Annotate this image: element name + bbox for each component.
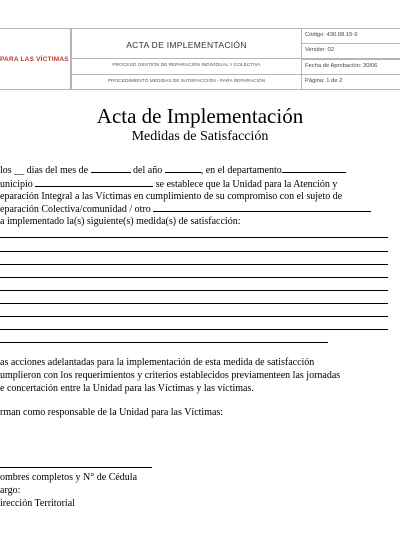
procedure-cell bbox=[71, 74, 302, 90]
measure-line-1[interactable] bbox=[0, 237, 388, 238]
page-cell bbox=[301, 74, 400, 90]
measure-line-8[interactable] bbox=[0, 329, 388, 330]
measure-line-2[interactable] bbox=[0, 251, 388, 252]
signature-name-label: ombres completos y N° de Cédula bbox=[0, 472, 138, 483]
document-header bbox=[0, 28, 400, 90]
version-cell bbox=[301, 43, 400, 59]
measure-line-7[interactable] bbox=[0, 316, 388, 317]
measure-line-6[interactable] bbox=[0, 303, 388, 304]
measure-line-5[interactable] bbox=[0, 290, 388, 291]
year-blank[interactable] bbox=[165, 163, 201, 173]
approval-date: Fecha de Aprobación: 30/06 bbox=[305, 63, 378, 69]
department-blank[interactable] bbox=[282, 163, 346, 173]
form-title: ACTA DE IMPLEMENTACIÓN bbox=[126, 40, 247, 50]
process-name: PROCESO GESTIÓN DE REPARACIÓN INDIVIDUAL Y COLECTIVA bbox=[112, 63, 261, 68]
signature-role-label: argo: bbox=[0, 485, 21, 496]
measure-line-9[interactable] bbox=[0, 342, 328, 343]
approval-date-cell bbox=[301, 59, 400, 75]
document-title: Acta de Implementación bbox=[96, 104, 304, 128]
logo bbox=[0, 28, 71, 90]
document-subtitle: Medidas de Satisfacción bbox=[131, 129, 269, 144]
signatory-intro: rman como responsable de la Unidad para las Víctimas: bbox=[0, 407, 224, 418]
procedure-name: PROCEDIMIENTO MEDIDAS DE SATISFACCIÓN - PARA REPARACIÓN bbox=[107, 79, 266, 84]
other-blank[interactable] bbox=[153, 202, 371, 212]
p1-line3: eparación Integral a las Víctimas en cumplimiento de su compromiso con el sujeto de bbox=[0, 191, 343, 202]
p1-line4: eparación Colectiva/comunidad / otro bbox=[0, 202, 388, 216]
logo-text: PARA LAS VÍCTIMAS bbox=[0, 56, 69, 63]
code-cell bbox=[301, 28, 400, 44]
signature-unit-label: irección Territorial bbox=[0, 498, 75, 509]
version: Versión: 02 bbox=[305, 47, 335, 53]
p1-line5: a implementado la(s) siguiente(s) medida(s) de satisfacción: bbox=[0, 216, 241, 227]
measure-line-3[interactable] bbox=[0, 264, 388, 265]
measure-line-4[interactable] bbox=[0, 277, 388, 278]
page-number: Página: 1 de 2 bbox=[305, 78, 343, 84]
signature-line[interactable] bbox=[0, 467, 152, 468]
p2-line1: as acciones adelantadas para la implementación de esta medida de satisfacción bbox=[0, 357, 315, 368]
p1-line2: unicipio se establece que la Unidad para la Atención y bbox=[0, 179, 338, 190]
p1-line1: los __ días del mes de del año , en el departamento bbox=[0, 163, 388, 177]
p2-line2: umplieron con los requerimientos y criterios establecidos previamenteen las jornadas bbox=[0, 370, 341, 381]
municipality-blank[interactable] bbox=[35, 177, 153, 187]
p2-line3: e concertación entre la Unidad para las Víctimas y las víctimas. bbox=[0, 383, 254, 394]
process-cell bbox=[71, 58, 302, 75]
form-title-cell bbox=[71, 28, 302, 59]
month-blank[interactable] bbox=[91, 163, 131, 173]
code: Código: 430.08.15-9 bbox=[305, 32, 358, 38]
